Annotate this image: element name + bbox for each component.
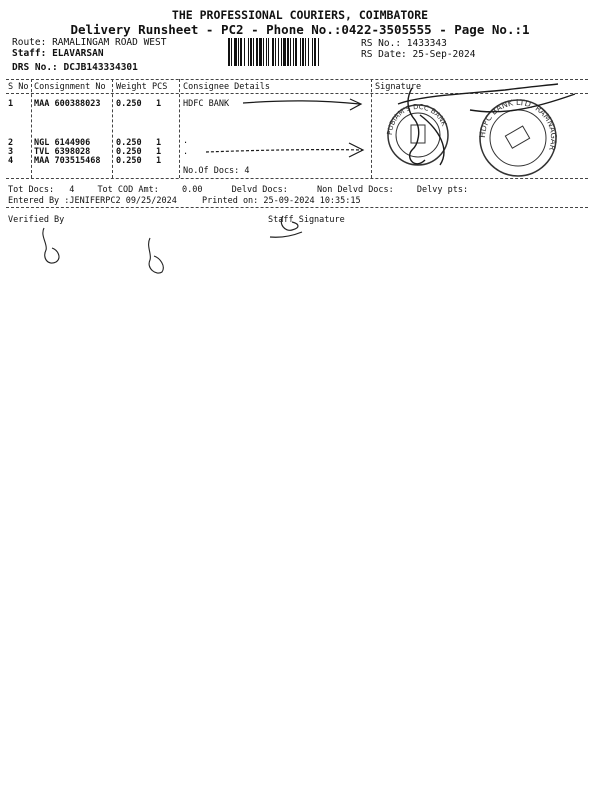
header-pcs: PCS [152, 82, 168, 92]
left-stamp-text: PUBIAM'S DCC BANK [385, 102, 449, 136]
table-row-consignment: MAA 703515468 [34, 156, 101, 166]
table-row-pcs: 1 [156, 138, 162, 148]
table-row-weight: 0.250 [116, 99, 142, 109]
header-consignee: Consignee Details [183, 82, 270, 92]
staff-label: Staff: [12, 48, 47, 59]
table-row-pcs: 1 [156, 147, 162, 157]
staff-value: ELAVARSAN [52, 48, 104, 59]
table-row-consignee: . [183, 147, 189, 157]
arrow-row-2 [206, 143, 363, 157]
header-weight: Weight [116, 82, 147, 92]
header-consignment: Consignment No [34, 82, 106, 92]
table-row-consignment: TVL 6398028 [34, 147, 91, 157]
non-delvd-docs-label: Non Delvd Docs: [317, 185, 394, 195]
rs-no-value: 1433343 [406, 38, 447, 49]
staff-signature-mark [270, 216, 302, 237]
arrow-row-1 [243, 99, 361, 110]
rs-date-label: RS Date: [361, 49, 407, 60]
svg-text:PUBIAM'S DCC BANK [386, 103, 448, 135]
table-row-consignment: NGL 6144906 [34, 138, 91, 148]
tot-cod-value: 0.00 [181, 185, 203, 195]
table-row-consignee: HDFC BANK [183, 99, 230, 109]
entered-by: Entered By :JENIFERPC2 09/25/2024 [8, 196, 177, 206]
rs-no-label: RS No.: [361, 38, 402, 49]
staff-signature-label: Staff Signature [268, 215, 345, 225]
company-title: THE PROFESSIONAL COURIERS, COIMBATORE [171, 8, 429, 22]
verified-signature [43, 228, 163, 273]
tot-cod-label: Tot COD Amt: [97, 185, 159, 195]
delvd-docs-label: Delvd Docs: [231, 185, 288, 195]
header-sno: S No [8, 82, 29, 92]
table-row-weight: 0.250 [116, 147, 142, 157]
table-row-consignment: MAA 600388023 [34, 99, 101, 109]
tot-docs-label: Tot Docs: [8, 185, 55, 195]
right-stamp-text: HDFC BANK LTD. RAMNAGAR [477, 97, 559, 152]
svg-text:HDFC BANK LTD. RAMNAGAR [478, 98, 558, 152]
route-label: Route: [12, 37, 47, 48]
delvy-pts-label: Delvy pts: [416, 185, 469, 195]
table-row-pcs: 1 [156, 156, 162, 166]
table-row-sno: 2 [8, 138, 14, 148]
printed-on: Printed on: 25-09-2024 10:35:15 [202, 196, 361, 206]
table-row-weight: 0.250 [116, 156, 142, 166]
route-value: RAMALINGAM ROAD WEST [52, 37, 167, 48]
rs-date-value: 25-Sep-2024 [412, 49, 476, 60]
drs-value: DCJB143334301 [63, 62, 138, 73]
drs-label: DRS No.: [12, 62, 58, 73]
no-of-docs: No.Of Docs: 4 [183, 166, 250, 176]
table-row-sno: 4 [8, 156, 14, 166]
table-row-consignee: . [183, 136, 189, 146]
runsheet-subtitle: Delivery Runsheet - PC2 - Phone No.:0422-3505555 - Page No.:1 [70, 22, 530, 37]
left-stamp [386, 103, 448, 165]
verified-by-label: Verified By [8, 215, 65, 225]
table-row-pcs: 1 [156, 99, 162, 109]
tot-docs-value: 4 [69, 185, 75, 195]
table-row-weight: 0.250 [116, 138, 142, 148]
table-row-sno: 3 [8, 147, 14, 157]
header-signature: Signature [375, 82, 422, 92]
table-row-sno: 1 [8, 99, 14, 109]
